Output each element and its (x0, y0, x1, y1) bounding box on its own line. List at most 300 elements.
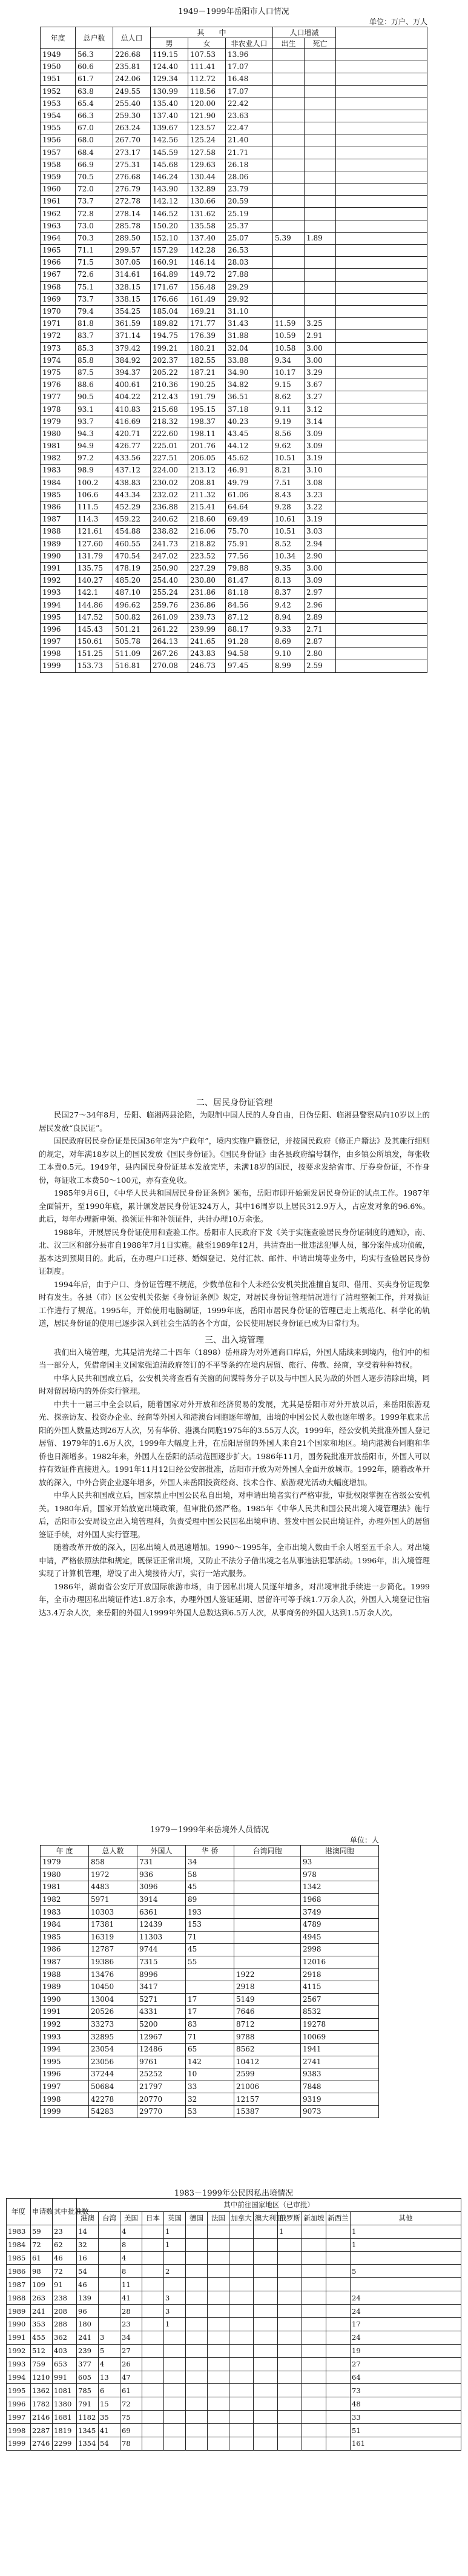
table-cell: 426.77 (113, 440, 151, 452)
table-cell: 8532 (301, 2006, 379, 2019)
table-cell: 130.99 (151, 85, 188, 98)
table-cell: 45 (186, 1944, 234, 1956)
table-cell: 20770 (137, 2093, 186, 2106)
column-header: 港澳 (77, 2211, 99, 2225)
table-row (41, 342, 427, 354)
table-cell (305, 61, 336, 73)
table-cell: 98.9 (76, 465, 113, 477)
table-cell: 276.79 (113, 184, 151, 196)
table-cell (305, 98, 336, 110)
table-cell: 9761 (137, 2056, 186, 2068)
table-cell: 26.53 (226, 245, 273, 257)
table-cell: 24 (351, 2305, 461, 2318)
table-row (41, 489, 427, 501)
table-cell: 1954 (41, 110, 76, 122)
table-cell: 1966 (41, 257, 76, 269)
table-row (41, 2018, 379, 2031)
table-cell: 249.55 (113, 85, 151, 98)
table-cell: 236.86 (188, 599, 226, 611)
table-cell (208, 2318, 229, 2331)
table-row (41, 1881, 379, 1894)
table-cell (186, 2238, 208, 2251)
table-cell: 1 (351, 2225, 461, 2238)
table-cell: 149.72 (188, 269, 226, 281)
table-cell: 33.88 (226, 354, 273, 366)
table-cell: 64 (351, 2371, 461, 2384)
table-cell: 34 (186, 1856, 234, 1869)
table-cell: 242.06 (113, 73, 151, 85)
table-cell: 28 (120, 2305, 142, 2318)
table-cell (186, 2344, 208, 2357)
foreign-visitors-table-body (41, 1856, 379, 2118)
table-cell: 3.03 (305, 526, 336, 538)
table-cell: 230.80 (188, 575, 226, 587)
table-cell (273, 159, 305, 171)
table-cell: 1 (278, 2225, 302, 2238)
table-row (41, 245, 427, 257)
table-cell: 241 (77, 2331, 99, 2344)
table-cell: 20.59 (226, 196, 273, 208)
table-cell: 3.22 (305, 501, 336, 513)
table-cell: 145.43 (76, 623, 113, 635)
table-cell: 377 (77, 2357, 99, 2371)
table-cell: 1955 (41, 122, 76, 134)
table-cell: 202.37 (151, 354, 188, 366)
table-row (41, 257, 427, 269)
table-cell: 1976 (41, 379, 76, 391)
table-cell (254, 2331, 278, 2344)
table-cell: 978 (301, 1869, 379, 1881)
table-cell: 501.21 (113, 623, 151, 635)
table-cell: 72.8 (76, 208, 113, 220)
table-cell (186, 2265, 208, 2278)
table-cell: 16319 (89, 1931, 137, 1944)
table-row (41, 49, 427, 61)
column-header: 德国 (186, 2211, 208, 2225)
table-cell (186, 2331, 208, 2344)
table-cell (164, 2344, 186, 2357)
table-cell: 731 (137, 1856, 186, 1869)
table-cell: 1990 (41, 1993, 89, 2006)
table-cell: 8562 (234, 2043, 301, 2056)
table-cell: 2998 (301, 1944, 379, 1956)
table-cell: 12157 (234, 2093, 301, 2106)
table-row (41, 2093, 379, 2106)
paragraph: 随着改革开放的深入，因私出境人员迅速增加。1990～1995年，全市出境人数由千余人增至五千余人。对出境申请，严格依照法律和规定，既保证正常出境，又防止不法分子借出境之名从事违法犯罪活动。1996年，出入境管理实现了计算机管理，增设了出入境接待大厅，实行一站式服务。 (39, 1543, 430, 1578)
table-row (7, 2318, 461, 2331)
table-cell: 1975 (41, 366, 76, 379)
table-cell: 58 (186, 1869, 234, 1881)
table-cell: 68.4 (76, 147, 113, 159)
table-cell: 10 (186, 2068, 234, 2081)
table-cell: 54 (77, 2265, 99, 2278)
table-cell (164, 2357, 186, 2371)
table-cell: 142.56 (151, 134, 188, 147)
table-cell (208, 2397, 229, 2411)
table-cell: 12439 (137, 1918, 186, 1931)
section-heading-exit-entry: 三、出入境管理 (205, 1335, 264, 1345)
table-cell: 1981 (41, 440, 76, 452)
table-cell (186, 2318, 208, 2331)
table-cell (278, 2265, 302, 2278)
table-row (41, 1993, 379, 2006)
table-cell: 1210 (31, 2371, 53, 2384)
table-cell: 70.3 (76, 232, 113, 244)
table-cell: 10.51 (273, 526, 305, 538)
table-cell (302, 2411, 326, 2424)
table-cell (273, 281, 305, 293)
table-cell: 20526 (89, 2006, 137, 2019)
paragraph: 1988年，开展居民身份证使用和查验工作。岳阳市人民政府下发《关于实施查验居民身份证制度的通知》，南、北、汉三区和部分县市自1988年7月1日实施。截至1989年12月，共清查出一批违法犯罪人员，部分案件成功侦破，基本达到预期目的。此后，在办理户口迁移、婚姻登记、兑付汇款、邮件、申请出境等业务中，均实行查验居民身份证制度。 (39, 1227, 430, 1276)
table-cell: 2.90 (305, 550, 336, 562)
table-cell: 1973 (41, 342, 76, 354)
table-cell: 145.59 (151, 147, 188, 159)
table-cell (273, 171, 305, 183)
table-cell: 187.21 (188, 366, 226, 379)
table-cell: 70.5 (76, 171, 113, 183)
table-cell: 46 (53, 2251, 77, 2265)
table-cell: 36.51 (226, 391, 273, 403)
table-cell (326, 2371, 351, 2384)
table-cell: 1978 (41, 403, 76, 416)
table-cell: 1970 (41, 305, 76, 317)
table-cell: 15387 (234, 2105, 301, 2118)
table-cell: 47 (120, 2371, 142, 2384)
table-cell: 75.91 (226, 538, 273, 550)
table-cell: 1979 (41, 416, 76, 428)
table-cell (302, 2265, 326, 2278)
paragraph: 中华人民共和国成立后，国家禁止中国公民私自出境，对申请出境者实行严格审批，审批权限掌握在省级公安机关。1980年后，国家开始放宽出境政策，但审批仍然严格。1985年《中华人民共和国公民出境入境管理法》施行后，岳阳市公安局设立出入境管理科，负责受理中国公民因私出境申请、签发中国公民出境证件，办理外国人的居留签证手续，对外国人实行管理。 (39, 1491, 430, 1539)
table-row (41, 660, 427, 672)
col-households: 总户数 (76, 27, 113, 49)
table-cell: 1988 (41, 526, 76, 538)
table-row (41, 477, 427, 489)
table-row (41, 1981, 379, 1993)
table-cell: 73.7 (76, 293, 113, 305)
table-cell: 85.8 (76, 354, 113, 366)
table-cell: 157.29 (151, 245, 188, 257)
table-cell: 438.83 (113, 477, 151, 489)
table-cell: 142.12 (151, 196, 188, 208)
table-cell: 7315 (137, 1956, 186, 1968)
table-cell (278, 2278, 302, 2291)
table-cell: 1972 (89, 1869, 137, 1881)
table-cell: 2599 (234, 2068, 301, 2081)
article-text (39, 1096, 430, 1619)
table-cell: 1989 (41, 538, 76, 550)
table-row (41, 318, 427, 330)
table-cell: 460.55 (113, 538, 151, 550)
table-cell: 270.08 (151, 660, 188, 672)
table-cell: 1081 (53, 2384, 77, 2397)
table-cell (273, 196, 305, 208)
table-cell: 118.56 (188, 85, 226, 98)
table-cell: 227.29 (188, 562, 226, 574)
table-cell: 12787 (89, 1944, 137, 1956)
table-cell: 23.63 (226, 110, 273, 122)
table-cell: 32 (186, 2093, 234, 2106)
table-cell (273, 85, 305, 98)
table-cell: 314.61 (113, 269, 151, 281)
table-cell: 22.42 (226, 98, 273, 110)
table-cell (254, 2265, 278, 2278)
table-cell: 61 (120, 2384, 142, 2397)
table-row (41, 391, 427, 403)
table-cell: 32 (77, 2238, 99, 2251)
table-cell: 10069 (301, 2031, 379, 2044)
table-cell (99, 2265, 120, 2278)
table-cell (186, 1968, 234, 1981)
table-cell: 107.53 (188, 49, 226, 61)
column-header: 港澳同胞 (301, 1846, 379, 1856)
table-cell: 13 (99, 2371, 120, 2384)
table-cell: 215.68 (151, 403, 188, 416)
table-cell (305, 305, 336, 317)
table-cell: 106.6 (76, 489, 113, 501)
table-row (41, 73, 427, 85)
table-cell: 3.19 (305, 452, 336, 465)
table-cell (273, 269, 305, 281)
table-cell (229, 2265, 254, 2278)
table-cell: 191.79 (188, 391, 226, 403)
table-cell: 1997 (7, 2411, 31, 2424)
table-cell: 1997 (41, 636, 76, 648)
table-cell: 142.1 (76, 587, 113, 599)
table-cell: 1980 (41, 1869, 89, 1881)
population-table (40, 27, 427, 673)
column-header: 其他 (351, 2211, 461, 2225)
table-row (41, 232, 427, 244)
table-cell: 23.79 (226, 184, 273, 196)
table-cell: 1971 (41, 318, 76, 330)
table-cell: 33 (186, 2081, 234, 2093)
table-cell: 11 (120, 2278, 142, 2291)
table-row (41, 2068, 379, 2081)
table-cell: 239.73 (188, 611, 226, 623)
table-cell: 4 (99, 2357, 120, 2371)
table-cell: 10.58 (273, 342, 305, 354)
table-cell: 1999 (41, 2105, 89, 2118)
table-cell (305, 122, 336, 134)
table-cell: 16 (77, 2251, 99, 2265)
table-cell (208, 2251, 229, 2265)
table-cell: 15 (99, 2397, 120, 2411)
table-cell: 227.51 (151, 452, 188, 465)
table-cell (278, 2318, 302, 2331)
table-row (7, 2291, 461, 2305)
table-cell: 111.41 (188, 61, 226, 73)
table-cell (142, 2278, 164, 2291)
table-cell: 223.52 (188, 550, 226, 562)
table-cell: 1991 (41, 2006, 89, 2019)
table-cell: 69.49 (226, 514, 273, 526)
table-cell: 1983 (41, 1906, 89, 1919)
table-cell (273, 257, 305, 269)
table-cell: 208 (53, 2305, 77, 2318)
table-cell: 64.64 (226, 501, 273, 513)
table-cell: 53 (186, 2105, 234, 2118)
table-cell (254, 2424, 278, 2437)
table-cell (326, 2344, 351, 2357)
table-cell: 48 (351, 2397, 461, 2411)
table-cell: 21.40 (226, 134, 273, 147)
table-cell (142, 2318, 164, 2331)
table-cell: 210.36 (151, 379, 188, 391)
table-row (41, 611, 427, 623)
table-cell (273, 220, 305, 232)
column-header: 日本 (142, 2211, 164, 2225)
table-cell: 73.0 (76, 220, 113, 232)
table-cell (273, 245, 305, 257)
table-cell (326, 2397, 351, 2411)
table-cell (164, 2397, 186, 2411)
table-row (41, 330, 427, 342)
table-row (41, 366, 427, 379)
table-cell (229, 2331, 254, 2344)
table-cell: 455 (31, 2331, 53, 2344)
table-cell: 1964 (41, 232, 76, 244)
column-header: 年 度 (41, 1846, 89, 1856)
table-cell (229, 2305, 254, 2318)
table-cell: 1990 (41, 550, 76, 562)
table-row (41, 1968, 379, 1981)
table-cell: 1950 (41, 61, 76, 73)
table-cell: 4483 (89, 1881, 137, 1894)
table-cell: 254.40 (151, 575, 188, 587)
table-cell (234, 1956, 301, 1968)
table-cell: 112.72 (188, 73, 226, 85)
table-cell: 3.09 (305, 575, 336, 587)
table-row (7, 2424, 461, 2437)
table-cell (302, 2397, 326, 2411)
table-cell: 5271 (137, 1993, 186, 2006)
table-cell: 153.73 (76, 660, 113, 672)
table-cell: 176.39 (188, 330, 226, 342)
table-cell: 222.60 (151, 428, 188, 440)
table-cell (273, 208, 305, 220)
table-cell: 1992 (41, 2018, 89, 2031)
id-card-paragraphs (39, 1108, 430, 1330)
table-cell: 215.41 (188, 501, 226, 513)
table-cell: 9.15 (273, 379, 305, 391)
table-row (41, 98, 427, 110)
population-table-body (41, 49, 427, 673)
table-cell: 19386 (89, 1956, 137, 1968)
table-cell: 1991 (41, 562, 76, 574)
table-cell: 3.09 (305, 428, 336, 440)
table-cell: 235.81 (113, 61, 151, 73)
table-cell (142, 2424, 164, 2437)
table-cell (273, 184, 305, 196)
table-cell: 87.5 (76, 366, 113, 379)
table-cell: 51 (351, 2424, 461, 2437)
table-cell: 9.28 (273, 501, 305, 513)
table-cell: 24 (351, 2331, 461, 2344)
table-cell: 361.59 (113, 318, 151, 330)
table-cell: 151.25 (76, 648, 113, 660)
table-cell (164, 2424, 186, 2437)
table-cell: 1967 (41, 269, 76, 281)
table-cell: 299.57 (113, 245, 151, 257)
table-cell: 264.13 (151, 636, 188, 648)
table-cell: 66.3 (76, 110, 113, 122)
column-header: 外国人 (137, 1846, 186, 1856)
table-cell: 1987 (41, 514, 76, 526)
table-cell: 83.7 (76, 330, 113, 342)
table-cell (99, 2291, 120, 2305)
table-cell (254, 2238, 278, 2251)
table-cell: 3749 (301, 1906, 379, 1919)
table-cell: 307.05 (113, 257, 151, 269)
table-cell: 11303 (137, 1931, 186, 1944)
table-cell: 194.75 (151, 330, 188, 342)
table-cell: 27 (120, 2344, 142, 2357)
table-row (7, 2278, 461, 2291)
table-cell: 46.91 (226, 465, 273, 477)
table-row (41, 501, 427, 513)
table-cell (326, 2384, 351, 2397)
table-cell: 1941 (301, 2043, 379, 2056)
table-cell: 1977 (41, 391, 76, 403)
table-cell: 3.09 (305, 440, 336, 452)
table-cell: 420.71 (113, 428, 151, 440)
table-cell (278, 2357, 302, 2371)
table-cell: 3.10 (305, 465, 336, 477)
table-cell: 27.88 (226, 269, 273, 281)
table-cell (254, 2397, 278, 2411)
table-cell: 156.48 (188, 281, 226, 293)
table-cell: 66.9 (76, 159, 113, 171)
table-cell: 239 (77, 2344, 99, 2357)
table-cell: 241.65 (188, 636, 226, 648)
table-cell: 4 (120, 2251, 142, 2265)
table-cell (305, 208, 336, 220)
table-cell: 17 (186, 1993, 234, 2006)
table-cell: 3.00 (305, 342, 336, 354)
table-cell: 31.10 (226, 305, 273, 317)
table-cell: 759 (31, 2357, 53, 2371)
table-cell: 55 (186, 1956, 234, 1968)
table-cell: 2299 (53, 2437, 77, 2451)
table-row (41, 599, 427, 611)
table-cell: 189.82 (151, 318, 188, 330)
table-cell: 224.00 (151, 465, 188, 477)
table-cell: 161.49 (188, 293, 226, 305)
table-cell: 1999 (7, 2437, 31, 2451)
table-cell: 1982 (41, 1893, 89, 1906)
table-cell: 164.89 (151, 269, 188, 281)
table-row (41, 147, 427, 159)
table-row (41, 575, 427, 587)
table-cell: 7.51 (273, 477, 305, 489)
table-cell: 61 (31, 2251, 53, 2265)
table-cell: 232.02 (151, 489, 188, 501)
table-cell: 4115 (301, 1981, 379, 1993)
table-cell: 394.37 (113, 366, 151, 379)
table-cell (229, 2411, 254, 2424)
table-cell: 218.60 (188, 514, 226, 526)
table-cell: 1951 (41, 73, 76, 85)
table-cell: 180.21 (188, 342, 226, 354)
table-cell (208, 2331, 229, 2344)
table-cell: 13476 (89, 1968, 137, 1981)
table-cell: 3.00 (305, 562, 336, 574)
table-cell: 1 (164, 2238, 186, 2251)
table-cell (254, 2318, 278, 2331)
table-cell: 243.83 (188, 648, 226, 660)
column-header: 美国 (120, 2211, 142, 2225)
table-cell: 2.87 (305, 636, 336, 648)
